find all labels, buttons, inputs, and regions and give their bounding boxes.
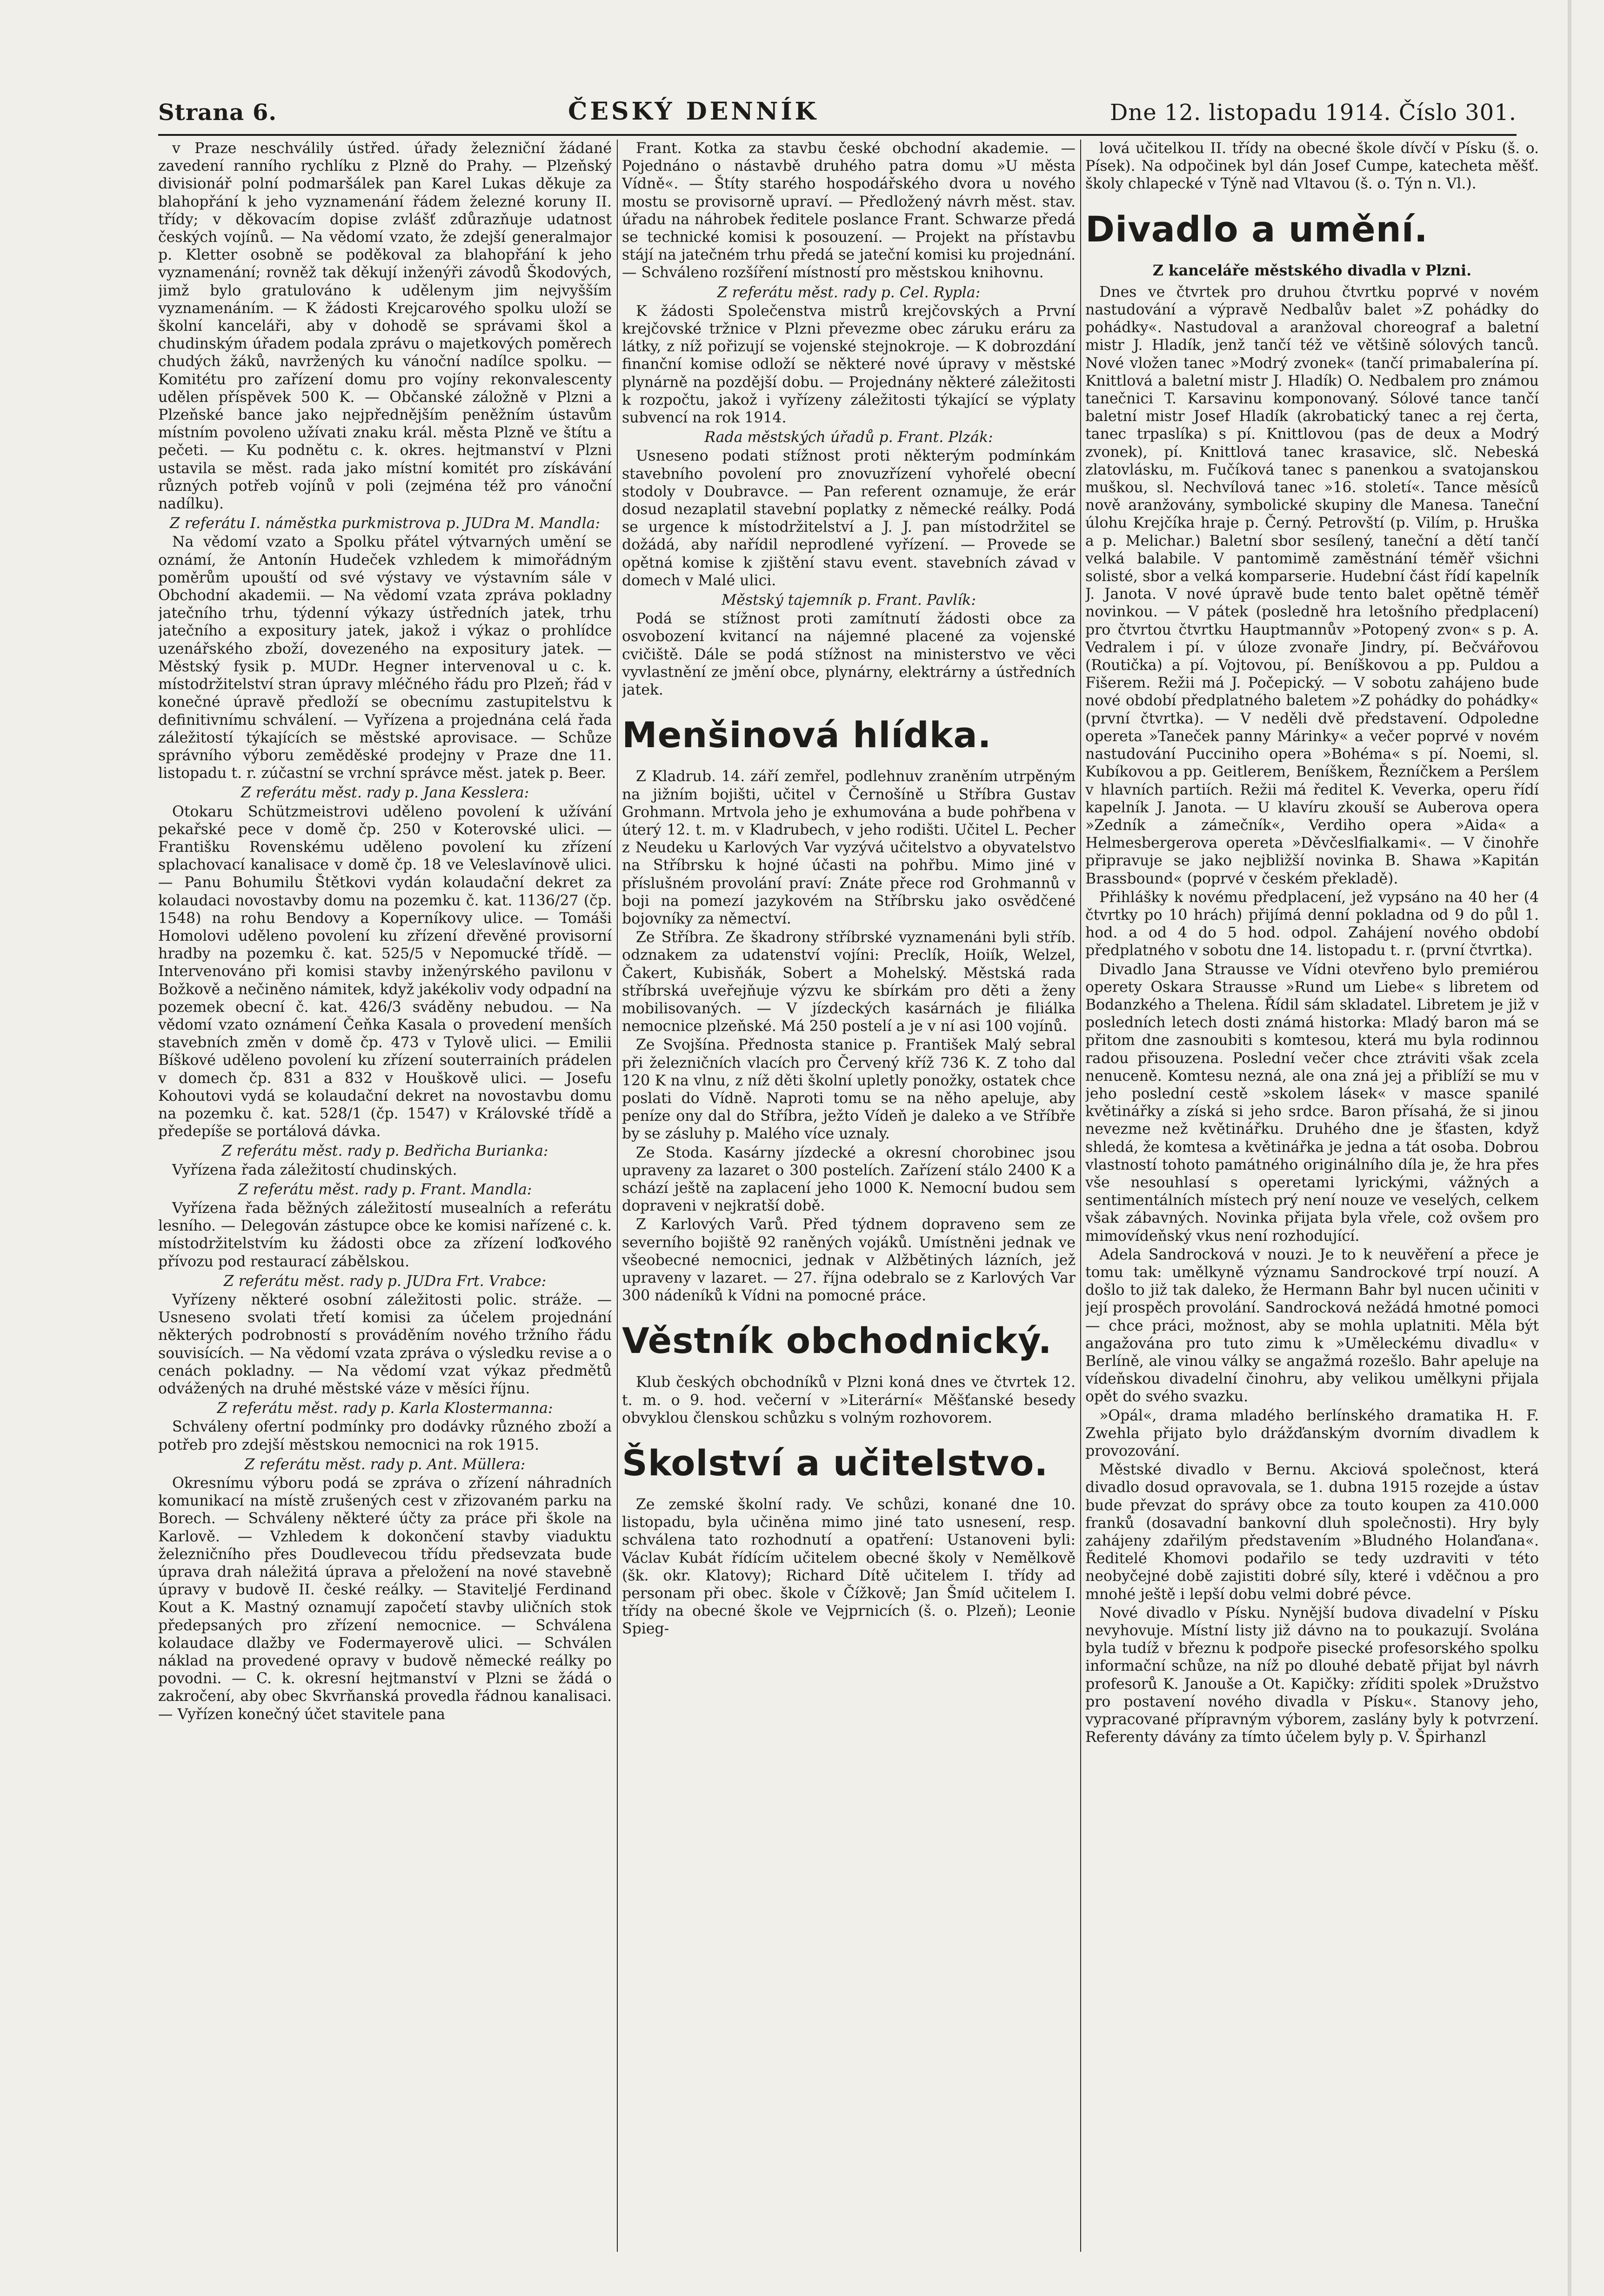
paragraph: Adela Sandrocková v nouzi. Je to k neuvěření a přece je tomu tak: umělkyně významu Sandrockové trpí nouzí. A došlo to již tak daleko, že Hermann Bahr byl nucen učiniti v její prospěch provolání. Sandrocková nežádá hmotné pomoci — chce práci, možnost, aby se mohla uplatniti. Měla být angažována pro tuto zimu k »Uměleckému divadlu« v Berlíně, ale vinou války se angažmá rozešlo. Bahr apeluje na vídeňskou divadelní činohru, aby velikou umělkyni přijala opět do svého svazku. (1085, 1246, 1539, 1406)
report-heading: Z referátu I. náměstka purkmistrova p. JUDra M. Mandla: (169, 515, 601, 532)
report-heading: Z referátu měst. rady p. Jana Kesslera: (241, 784, 529, 802)
paragraph: Městské divadlo v Bernu. Akciová společnost, která divadlo dosud opravovala, se 1. dubna 1915 rozejde a ústav bude převzat do správy obce za touto koupen za 410.000 franků (dosavadní bankovní dluh společnosti). Hry byly zahájeny zdařilým představením »Bludného Holanďana«. Ředitelé Khomovi podařilo se tedy uzdraviti v této neobyčejné době zajistiti dobré síly, které i vděčnou a pro mnohé ještě i lepší dobu velmi dobré pévce. (1085, 1461, 1539, 1603)
paragraph: Vyřízena řada záležitostí chudinských. (172, 1161, 457, 1178)
section-heading: Věstník obchodnický. (622, 1320, 1052, 1362)
paragraph: Podá se stížnost proti zamítnutí žádosti obce za osvobození kvitancí na nájemné placené za vojenské cvičiště. Dále se podá stížnost na ministerstvo ve věci vyvlastnění ze jmění obce, plynárny, elektrárny a ústředních jatek. (622, 610, 1076, 699)
paragraph: v Praze neschválily ústřed. úřady železniční žádané zavedení ranního rychlíku z Plzně do Prahy. — Plzeňský divisionář polní podmaršálek pan Karel Lukas děkuje za blahopřání k jeho vyznamenání řádem železné koruny II. třídy; v děkovacím dopise zvlášť zdůrazňuje udatnost českých vojínů. — Na vědomí vzato, že zdejší generalmajor p. Kletter osobně se poděkoval za blahopřání k jeho vyznamenání; rovněž tak děkují inženýři závodů Škodových, jimž bylo gratulováno k udělenym jim nejvyšším vyznamenáním. — K žádosti Krejcarového spolku uloží se školní kanceláři, aby v dohodě se správami škol a chudinským úřadem podala zprávu o majetkových poměrech chudých žáků, navržených ku vánoční nadílce spolku. — Komitétu pro zařízení domu pro vojíny rekonvalescenty udělen příspěvek 500 K. — Občanské záložně v Plzni a Plzeňské bance jako nejpřednějším peněžním ústavům místním povoleno užívati znaku král. města Plzně ve štítu a pečeti. — Ku podnětu c. k. okres. hejtmanství v Plzni ustavila se měst. rada jako místní komitét pro získávání různých potřeb vojínů v poli (zejména též pro vánoční nadílku). (158, 140, 612, 513)
paragraph: Ze Svojšína. Přednosta stanice p. František Malý sebral při železničních vlacích pro Červený kříž 736 K. Z toho dal 120 K na vlnu, z níž děti školní upletly ponožky, ostatek chce poslati do Vídně. Naproti tomu se na něho apeluje, aby peníze ony dal do Stříbra, ježto Vídeň je daleko a ve Stříbře by se zásluhy p. Malého více uznaly. (622, 1037, 1076, 1143)
paragraph: Klub českých obchodníků v Plzni koná dnes ve čtvrtek 12. t. m. o 9. hod. večerní v »Literární« Měšťanské besedy obvyklou členskou schůzku s volným rozhovorem. (622, 1374, 1076, 1426)
page-number: Strana 6. (158, 100, 277, 126)
paragraph: Vyřízena řada běžných záležitostí musealních a referátu lesního. — Delegován zástupce obce ke komisi nařízené c. k. místodržitelstvím ku žádosti obce za zřízení loďkového přívozu pod restaurací zábělskou. (158, 1199, 612, 1270)
section-heading: Školství a učitelstvo. (622, 1442, 1049, 1484)
paragraph: Otokaru Schützmeistrovi uděleno povolení k užívání pekařské pece v domě čp. 250 v Koterovské ulici. — Františku Rovenskému uděleno povolení ku zřízení splachovací kanalisace v domě čp. 18 ve Veleslavínově ulici. — Panu Bohumilu Štětkovi vydán kolaudační dekret za kolaudaci novostavby domu na pozemku č. kat. 1136/27 (čp. 1548) na rohu Bendovy a Koperníkovy ulice. — Tomáši Homolovi uděleno povolení ku zřízení dřevěné provisorní hradby na pozemku č. kat. 525/5 v Nepomucké třídě. — Intervenováno při komisi stavby inženýrského pavilonu v Božkově a nečiněno námitek, když jakékoliv vody odpadní na pozemek obecní č. kat. 426/3 sváděny nebudou. — Na vědomí vzato oznámení Čeňka Kasala o provedení menších stavebních změn v domě čp. 473 v Tylově ulici. — Emilii Bíškové uděleno povolení ku zřízení souterrainích prádelen v domech čp. 831 a 832 v Houškově ulici. — Josefu Kohoutovi vydá se kolaudační dekret na novostavbu domu na pozemku č. kat. 528/1 (čp. 1547) v Královské třídě a předepíše se portálová dávka. (158, 803, 612, 1140)
column-divider (1080, 140, 1081, 2252)
column-1 (158, 140, 612, 2252)
section-heading: Divadlo a umění. (1085, 208, 1428, 250)
page-header (158, 93, 1517, 126)
section-heading: Menšinová hlídka. (622, 714, 992, 756)
paragraph: Z Karlových Varů. Před týdnem dopraveno sem ze severního bojiště 92 raněných vojáků. Umístněni jednak ve všeobecné nemocnici, jednak v Alžbětiných lázních, jež upraveny v lazaret. — 27. října odebralo se z Karlových Var 300 nádeníků k Vídni na pomocné práce. (622, 1216, 1076, 1305)
paragraph: Okresnímu výboru podá se zpráva o zřízení náhradních komunikací na místě zrušených cest v zřizovaném parku na Borech. — Schváleny některé účty za práce při škole na Karlově. — Vzhledem k dokončení stavby viaduktu železničního přes Doudlevecou třídu předsevzata bude úprava drah náležitá úprava a přeložení na nové stavebně úpravy v budově II. české reálky. — Staviteljé Ferdinand Kout a K. Mastný oznamují započetí stavby uličních stok předepsaných pro zřízení nemocnice. — Schválena kolaudace dlažby ve Fodermayerově ulici. — Schválen náklad na provedené opravy v budově německé reálky po povodni. — C. k. okresní hejtmanství v Plzni se žádá o zakročení, aby obec Skvrňanská provedla řádnou kanalisaci. — Vyřízen konečný účet stavitele pana (158, 1475, 612, 1723)
report-heading: Městský tajemník p. Frant. Pavlík: (721, 592, 976, 609)
masthead-title: ČESKÝ DENNÍK (568, 97, 819, 126)
report-heading: Z referátu měst. rady p. Cel. Rypla: (717, 284, 981, 301)
scan-edge (1568, 0, 1571, 2296)
paragraph: lová učitelkou II. třídy na obecné škole dívčí v Písku (š. o. Písek). Na odpočinek byl dán Josef Cumpe, katecheta měšť. školy chlapecké v Týně nad Vltavou (š. o. Týn n. Vl.). (1085, 140, 1539, 193)
paragraph: Ze Stoda. Kasárny jízdecké a okresní chorobinec jsou upraveny za lazaret o 300 postelích. Zařízení stálo 2400 K a schází ještě na zaplacení jeho 1000 K. Nemocní budou sem dopraveni v nejkratší době. (622, 1144, 1076, 1215)
paragraph: Z Kladrub. 14. září zemřel, podlehnuv zraněním utrpěným na jižním bojišti, učitel v Černošíně u Stříbra Gustav Grohmann. Mrtvola jeho je exhumována a bude pohřbena v úterý 12. t. m. v Kladrubech, v jeho rodišti. Učitel L. Pecher z Neudeku u Karlových Var vyzývá učitelstvo a obyvatelstvo na Stříbrsku k hojné účasti na pohřbu. Mimo jiné v příslušném provolání praví: Znáte přece rod Grohmannů v boji na pomezí jazykovém na Stříbrsku jako osvědčené bojovníky za němectví. (622, 768, 1076, 927)
paragraph: K žádosti Společenstva mistrů krejčovských a První krejčovské tržnice v Plzni převezme obec záruku eráru za látky, z níž pořizují se vojenské stejnokroje. — K dobrozdání finanční komise odloží se některé nové úpravy v městské plynárně na pozdější dobu. — Projednány některé záležitosti k rozpočtu, jakož i vyřízeny záležitosti týkající se výplaty subvencí na rok 1914. (622, 302, 1076, 427)
column-divider (617, 140, 618, 2252)
paragraph: Ze zemské školní rady. Ve schůzi, konané dne 10. listopadu, byla učiněna mimo jiné tato usnesení, resp. schválena tato rozhodnutí a opatření: Ustanoveni byli: Václav Kubát řídícím učitelem obecné školy v Nemělkově (šk. okr. Klatovy); Richard Dítě učitelem I. třídy ad personam při obec. škole v Čížkově; Jan Šmíd učitelem I. třídy na obecné škole ve Vejprnicích (š. o. Plzeň); Leonie Spieg- (622, 1496, 1076, 1638)
paragraph: Na vědomí vzato a Spolku přátel výtvarných umění se oznámí, že Antonín Hudeček vzhledem k mimořádným poměrům upouští od své výstavy ve výstavním sále v Obchodní akademii. — Na vědomí vzata zpráva pokladny jatečního trhu, týdenní výkazy ústředních jatek, trhu jatečního a expositury jatek, jakož i výkaz o prohlídce uzenářského zboží, dovezeného na expositury jatek. — Městský fysik p. MUDr. Hegner intervenoval u c. k. místodržitelství stran úpravy mléčného řádu pro Plzeň; řád v konečné úpravě předloží se obecnímu zastupitelstvu k definitivnímu schválení. — Vyřízena a projednána celá řada záležitostí týkajících se městské aprovisace. — Schůze správního výboru zeměděské prodejny v Praze dne 11. listopadu t. r. zúčastní se vrchní správce měst. jatek p. Beer. (158, 534, 612, 782)
report-heading: Z referátu měst. rady p. Ant. Müllera: (244, 1456, 526, 1473)
report-heading: Z referátu měst. rady p. Bedřicha Burianka: (221, 1143, 548, 1160)
paragraph: Nové divadlo v Písku. Nynější budova divadelní v Písku nevyhovuje. Místní listy již dávno na to poukazují. Svolána byla tudíž v březnu k podpoře pisecké profesorského spolku informační schůze, na níž po dlouhé debatě přijat byl návrh profesorů K. Janouše a Ot. Kapičky: zříditi spolek »Družstvo pro postavení nového divadla v Písku«. Stanovy jeho, vypracované přípravným výborem, zaslány byly k potvrzení. Referenty dávány za tímto účelem byly p. V. Špirhanzl (1085, 1604, 1539, 1746)
paragraph: Přihlášky k novému předplacení, jež vypsáno na 40 her (4 čtvrtky po 10 hrách) přijímá denní pokladna od 9 do půl 1. hod. a od 4 do 5 hod. odpol. Zahájení nového období předplatného v sobotu dne 14. listopadu t. r. (první čtvrtka). (1085, 889, 1539, 959)
paragraph: Vyřízeny některé osobní záležitosti polic. stráže. — Usneseno svolati třetí komisi za účelem projednání některých podrobností s prováděním nového tržního řádu souvisících. — Na vědomí vzata zpráva o výsledku revise a o cenách pokladny. — Na vědomí vzat výkaz předmětů odvážených na druhé městské váze v měsíci říjnu. (158, 1292, 612, 1398)
report-heading: Rada městských úřadů p. Frant. Plzák: (704, 429, 993, 446)
header-rule (158, 134, 1517, 136)
paragraph: »Opál«, drama mladého berlínského dramatika H. F. Zwehla přijato bylo drážďanským dvorním divadlem k provozování. (1085, 1407, 1539, 1460)
column-3 (1085, 140, 1539, 2252)
issue-date: Dne 12. listopadu 1914. Číslo 301. (1109, 100, 1517, 126)
report-heading: Z referátu měst. rady p. Frant. Mandla: (238, 1181, 532, 1198)
paragraph: Ze Stříbra. Ze škadrony stříbrské vyznamenáni byli stříb. odznakem za udatenství vojíni: Preclík, Hoiík, Welzel, Čakert, Kubisňák, Sobert a Mohelský. Městská rada stříbrská uveřejňuje výzvu ke sbírkám pro děti a ženy mobilisovaných. — V jízdeckých kasárnách je filiálka nemocnice plzeňské. Má 250 postelí a je v ní asi 100 vojínů. (622, 929, 1076, 1035)
report-heading: Z referátu měst. rady p. JUDra Frt. Vrabce: (223, 1272, 547, 1290)
paragraph: Dnes ve čtvrtek pro druhou čtvrtku poprvé v novém nastudování a výpravě Nedbalův balet »Z pohádky do pohádky«. Nastudoval a aranžoval choreograf a baletní mistr J. Hladík, jenž tančí též ve většině sólových tanců. Nové vložen tanec »Modrý zvonek« (tančí primabalerína pí. Knittlová a baletní mistr J. Hladík) O. Nedbalem pro známou tanečnici T. Karsavinu komponovaný. Sólové tance tančí baletní mistr Josef Hladík (akrobatický tanec a rej čerta, tanec trpaslíka) s pí. Knittlovou (pas de deux a Modrý zvonek), pí. Knittlová tanec krasavice, slč. Nebeská zlatovlásku, m. Fučíková tanec s panenkou a svatojanskou muškou, sl. Nechvílová tanec »16. století«. Tance měsíců nově aranžovány, symbolické skupiny dle Manesa. Taneční úlohu Krejčíka hraje p. Černý. Petrovští (p. Vilím, p. Hruška a p. Melichar.) Baletní sbor sesílený, taneční a dětí tančí velká balabile. V pantomimě zaměstnání téměř všichni solisté, sbor a velká komparserie. Hudební část řídí kapelník J. Janota. V nové úpravě bude tento balet opětně téměř novinkou. — V pátek (posledně hra letošního předplacení) pro čtvrtou čtvrtku Hauptmannův »Potopený zvon« s p. A. Vedralem i pí. v úloze zvonaře Jindry, pí. Bečvářovou (Routička) a pí. Vojtovou, pí. Beníškovou a pp. Puldou a Fišerem. Režii má J. Počepický. — V sobotu zahájeno bude nové období předplatného baletem »Z pohádky do pohádky« (první čtvrtka). — V neděli dvě představení. Odpoledne opereta »Taneček panny Márinky« a večer poprvé v novém nastudování Puccinihо opera »Bohéma« s pí. Noemi, sl. Kubíkovou a pp. Geitlerem, Beníškem, Řezníčkem a Perślem v hlavních partiích. Režii má ředitel K. Veverka, operu řídí kapelník J. Janota. — U klavíru zkouší se Auberova opera »Zedník a zámečník«, Verdiho opera »Aida« a Helmesbergerova opereta »Děvčeslfialkami«. — V činohře připravuje se jako nejbližší novinka B. Shawa »Kapitán Brassbound« (poprvé v českém překladě). (1085, 283, 1539, 887)
paragraph: Divadlo Jana Strausse ve Vídni otevřeno bylo premiérou operety Oskara Strausse »Rund um Liebe« s libretem od Bodanzkého a Thelena. Řídil sám skladatel. Libretem je již v posledních letech dosti známá historka: Mladý baron má se přitom dne zasnoubiti s komtesou, která mu byla rodinnou radou přisouzena. Poslední večer chce ztráviti však zcela nenuceně. Komtesu nezná, ale ona zná jej a přiblíží se mu v jeho poslední cestě »skolem lásek« v masce spanilé květinářky a získá si jeho srdce. Baron přísahá, že si jinou nevezme než květinářku. Druhého dne je šťasten, když shledá, že komtesa a květinářka je jedna a tát osoba. Dobrou vlastností tohoto památného originálního díla je, že hra přes vše nesouhlasí s operetami lyrickými, vážných a sentimentálních místech prý není nouze ve veselých, celkem však zábavných. Novinka přijata byla vřele, což ovšem pro mimovídeňský vkus není rozhodující. (1085, 961, 1539, 1245)
report-heading: Z referátu měst. rady p. Karla Klostermanna: (217, 1400, 553, 1417)
paragraph: Schváleny ofertní podmínky pro dodávky různého zboží a potřeb pro zdejší městskou nemocnici na rok 1915. (158, 1419, 612, 1453)
paragraph: Frant. Kotka za stavbu české obchodní akademie. — Pojednáno o nástavbě druhého patra domu »U města Vídně«. — Štíty starého hospodářského dvora u nového mostu se provisorně upraví. — Předložený návrh měst. stav. úřadu na náhrobek ředitele poslance Frant. Schwarze předá se technické komisi k posouzení. — Projekt na přístavbu stájí na jatečném trhu předá se jateční komisi ku projednání. — Schváleno rozšíření místností pro městskou knihovnu. (622, 140, 1076, 281)
column-2 (622, 140, 1076, 2252)
subheading: Z kanceláře městského divadla v Plzni. (1152, 261, 1472, 279)
paragraph: Usneseno podati stížnost proti některým podmínkám stavebního povolení pro znovuzřízení vyhořelé obecní stodoly v Doubravce. — Pan referent oznamuje, že erár dosud nezaplatil stavební poplatky z německé reálky. Podá se urgence k místodržitelství a J. J. pan místodržitel se dožádá, aby nařídil neprodlené vyřízení. — Provede se opětná komise k zjištění stavu event. stavebních závad v domech v Malé ulici. (622, 448, 1076, 589)
